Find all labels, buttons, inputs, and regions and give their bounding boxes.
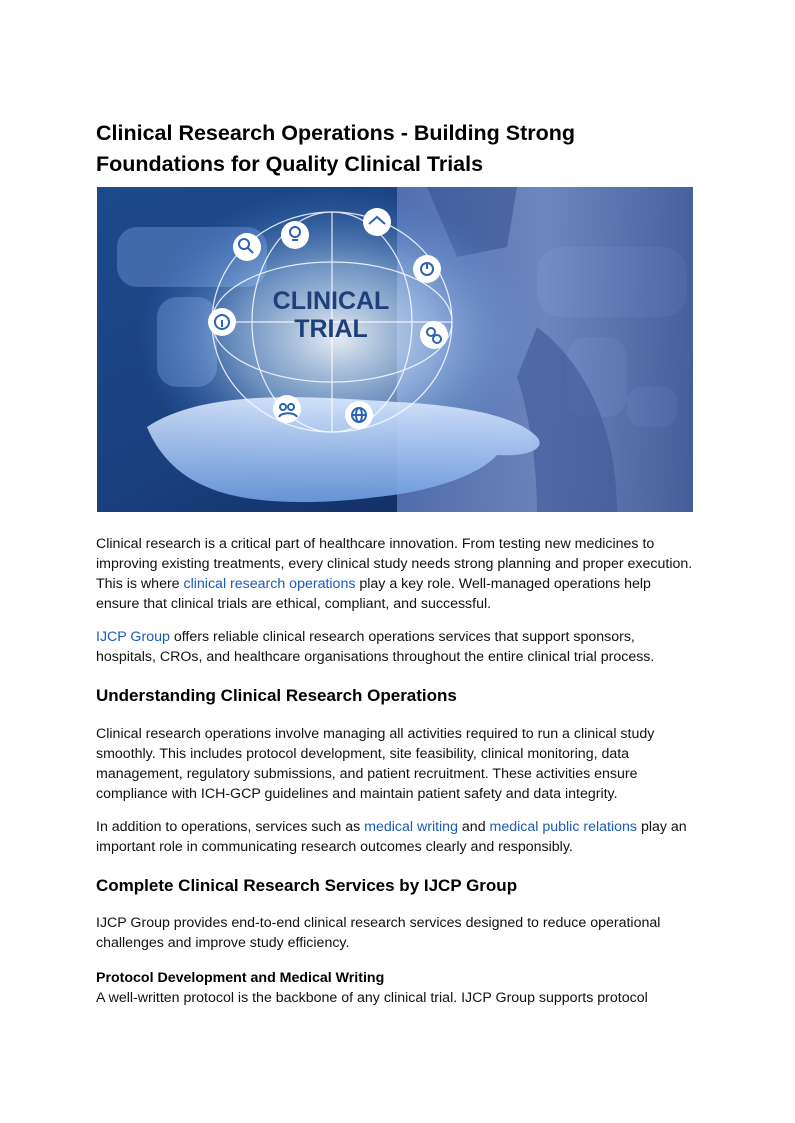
services-text-start: In addition to operations, services such as bbox=[96, 819, 365, 835]
complete-services-paragraph: IJCP Group provides end-to-end clinical research services designed to reduce operational challenges and improve study efficiency. bbox=[96, 915, 661, 951]
intro-text-end: play a key role. Well-managed operations help ensure that clinical trials are ethical, compliant, and successful. bbox=[96, 576, 651, 612]
lightbulb-icon bbox=[281, 221, 309, 249]
services-text-mid: and bbox=[457, 819, 490, 835]
subheading-protocol-development: Protocol Development and Medical Writing bbox=[96, 970, 385, 986]
hero-word-trial: TRIAL bbox=[294, 315, 368, 343]
hero-image bbox=[97, 187, 693, 512]
ijcp-text: offers reliable clinical research operations services that support sponsors, hospitals, CROs, and healthcare organisations throughout the entire clinical trial process. bbox=[96, 629, 655, 665]
intro-text-start: Clinical research is a critical part of healthcare innovation. From testing new medicines to improving existing treatments, every clinical study needs strong planning and proper execution. This is where bbox=[96, 536, 693, 592]
understanding-paragraph: Clinical research operations involve managing all activities required to run a clinical study smoothly. This includes protocol development, site feasibility, clinical monitoring, data management, regulatory submissions, and patient recruitment. These activities ensure compliance with ICH-GCP guidelines and maintain patient safety and data integrity. bbox=[96, 726, 655, 802]
protocol-paragraph: A well-written protocol is the backbone of any clinical trial. IJCP Group supports protocol bbox=[96, 990, 648, 1006]
page-title: Clinical Research Operations - Building Strong Foundations for Quality Clinical Trials bbox=[96, 121, 576, 176]
clinical-research-operations-link[interactable]: clinical research operations bbox=[183, 576, 356, 592]
people-icon bbox=[273, 395, 301, 423]
medical-writing-link[interactable]: medical writing bbox=[364, 819, 458, 835]
section-heading-complete-services: Complete Clinical Research Services by IJCP Group bbox=[96, 876, 518, 895]
intro-paragraph bbox=[96, 534, 696, 614]
handshake-icon bbox=[363, 208, 391, 236]
hero-word-clinical: CLINICAL bbox=[272, 287, 390, 315]
section-heading-understanding: Understanding Clinical Research Operations bbox=[96, 686, 457, 705]
services-text-end: play an important role in communicating research outcomes clearly and responsibly. bbox=[96, 819, 687, 855]
services-paragraph bbox=[96, 817, 696, 857]
medical-public-relations-link[interactable]: medical public relations bbox=[489, 819, 637, 835]
ijcp-group-link[interactable]: IJCP Group bbox=[96, 629, 170, 645]
ijcp-paragraph bbox=[96, 627, 696, 667]
